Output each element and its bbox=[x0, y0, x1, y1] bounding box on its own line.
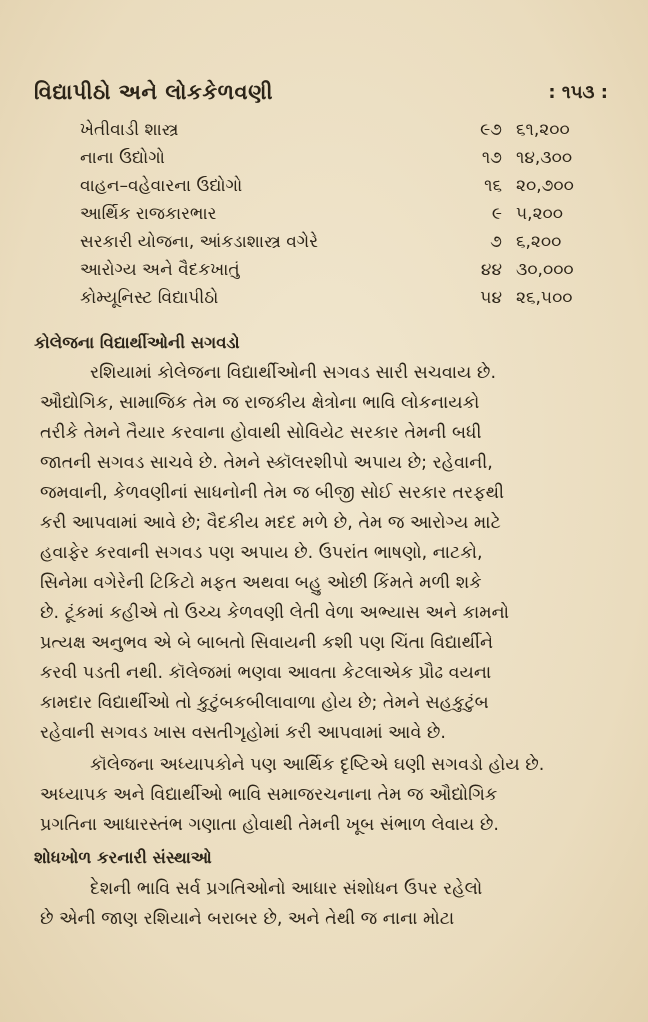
paragraph-research bbox=[40, 874, 600, 934]
text-line: દેશની ભાવિ સર્વ પ્રગતિઓનો આધાર સંશોધન ઉપર રહેલો bbox=[90, 879, 483, 899]
row-label: સરકારી યોજના, આંકડાશાસ્ત્ર વગેરે bbox=[80, 232, 319, 252]
text-line: કૉલેજના અધ્યાપકોને પણ આર્થિક દૃષ્ટિએ ઘણી સગવડો હોય છે. bbox=[90, 755, 545, 775]
paragraph-students bbox=[40, 358, 600, 748]
text-line: સિનેમા વગેરેની ટિકિટો મફત અથવા બહુ ઓછી કિંમતે મળી શકે bbox=[40, 573, 482, 593]
table-row bbox=[80, 286, 580, 314]
text-line: રશિયામાં કોલેજના વિદ્યાર્થીઓની સગવડ સારી સચવાય છે. bbox=[90, 363, 497, 383]
text-line: જાતની સગવડ સાચવે છે. તેમને સ્કૉલરશીપો અપાય છે; રહેવાની, bbox=[40, 453, 493, 473]
row-count: ૫૪ bbox=[480, 288, 502, 308]
text-line: અધ્યાપક અને વિદ્યાર્થીઓ ભાવિ સમાજરચનાના તેમ જ ઔદ્યોગિક bbox=[40, 785, 498, 805]
text-line: કરી આપવામાં આવે છે; વૈદકીય મદદ મળે છે, તેમ જ આરોગ્ય માટે bbox=[40, 513, 501, 533]
text-line: છે. ટૂંકમાં કહીએ તો ઉચ્ચ કેળવણી લેતી વેળા અભ્યાસ અને કામનો bbox=[40, 603, 510, 623]
text-line: કરવી પડતી નથી. કૉલેજમાં ભણવા આવતા કેટલાએક પ્રૌઢ વયના bbox=[40, 663, 492, 683]
row-students: ૧૪,૩૦૦ bbox=[516, 148, 573, 168]
row-label: કોમ્યૂનિસ્ટ વિદ્યાપીઠો bbox=[80, 288, 219, 308]
text-line: ઔદ્યોગિક, સામાજિક તેમ જ રાજકીય ક્ષેત્રોના ભાવિ લોકનાયકો bbox=[40, 393, 480, 413]
section-heading-research: શોધખોળ કરનારી સંસ્થાઓ bbox=[34, 848, 212, 867]
page-header bbox=[34, 80, 608, 114]
statistics-table bbox=[80, 118, 580, 314]
row-label: વાહન–વહેવારના ઉદ્યોગો bbox=[80, 176, 243, 196]
text-line: છે એની જાણ રશિયાને બરાબર છે, અને તેથી જ નાના મોટા bbox=[40, 909, 455, 929]
row-label: આર્થિક રાજકારભાર bbox=[80, 204, 217, 224]
section-heading-students: કોલેજના વિદ્યાર્થીઓની સગવડો bbox=[34, 333, 240, 352]
row-students: ૬૧,૨૦૦ bbox=[516, 120, 570, 140]
row-count: ૪૪ bbox=[480, 260, 502, 280]
paragraph-teachers bbox=[40, 750, 600, 840]
text-line: કામદાર વિદ્યાર્થીઓ તો કુટુંબકબીલાવાળા હોય છે; તેમને સહકુટુંબ bbox=[40, 693, 489, 713]
row-students: ૫,૨૦૦ bbox=[516, 204, 564, 224]
text-line: તરીકે તેમને તૈયાર કરવાના હોવાથી સોવિયેટ સરકાર તેમની બધી bbox=[40, 423, 482, 443]
table-row bbox=[80, 258, 580, 286]
row-count: ૧૬ bbox=[484, 176, 502, 196]
row-label: આરોગ્ય અને વૈદકખાતું bbox=[80, 260, 240, 280]
row-count: ૯ bbox=[491, 204, 502, 224]
page-number: : ૧૫૩ : bbox=[548, 82, 608, 103]
table-row bbox=[80, 202, 580, 230]
row-count: ૭ bbox=[490, 232, 502, 252]
text-line: જમવાની, કેળવણીનાં સાધનોની તેમ જ બીજી સોઈ સરકાર તરફથી bbox=[40, 483, 504, 503]
text-line: હવાફેર કરવાની સગવડ પણ અપાય છે. ઉપરાંત ભાષણો, નાટકો, bbox=[40, 543, 483, 563]
text-line: પ્રત્યક્ષ અનુભવ એ બે બાબતો સિવાયની કશી પણ ચિંતા વિદ્યાર્થીને bbox=[40, 633, 494, 653]
row-label: નાના ઉદ્યોગો bbox=[80, 148, 165, 168]
row-students: ૩૦,૦૦૦ bbox=[516, 260, 574, 280]
row-count: ૯૭ bbox=[480, 120, 502, 140]
row-count: ૧૭ bbox=[481, 148, 502, 168]
table-row bbox=[80, 174, 580, 202]
text-line: રહેવાની સગવડ ખાસ વસતીગૃહોમાં કરી આપવામાં આવે છે. bbox=[40, 723, 446, 743]
row-students: ૨૬,૫૦૦ bbox=[516, 288, 573, 308]
table-row bbox=[80, 146, 580, 174]
table-row bbox=[80, 230, 580, 258]
row-students: ૬,૨૦૦ bbox=[516, 232, 562, 252]
row-label: ખેતીવાડી શાસ્ત્ર bbox=[80, 120, 179, 140]
text-line: પ્રગતિના આધારસ્તંભ ગણાતા હોવાથી તેમની ખૂબ સંભાળ લેવાય છે. bbox=[40, 815, 499, 835]
running-title: વિદ્યાપીઠો અને લોકકેળવણી bbox=[34, 80, 273, 104]
table-row bbox=[80, 118, 580, 146]
row-students: ૨૦,૭૦૦ bbox=[516, 176, 574, 196]
